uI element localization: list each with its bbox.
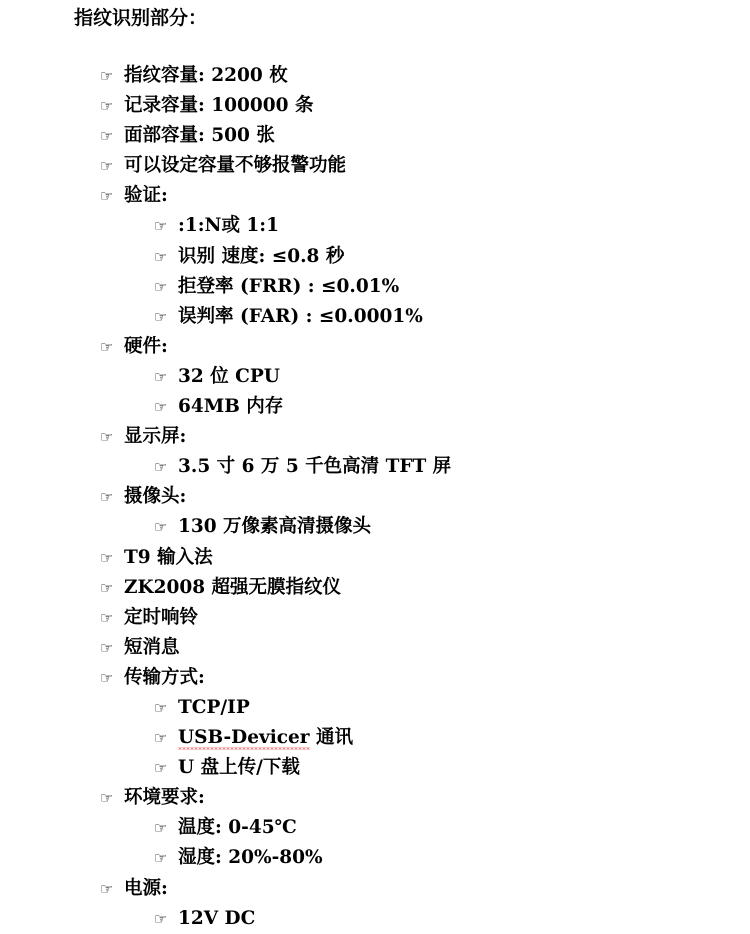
sub-list-item (0, 843, 750, 873)
list-item-text: 12V DC (178, 907, 256, 929)
list-item (0, 151, 750, 181)
list-item-text-rest: 通讯 (309, 727, 353, 749)
sub-list-item (0, 452, 750, 482)
pointing-hand-icon: ☞ (154, 247, 168, 266)
sub-list-item (0, 211, 750, 241)
sub-list-item (0, 512, 750, 542)
pointing-hand-icon: ☞ (100, 879, 114, 898)
list-item-text: 3.5 寸 6 万 5 千色高清 TFT 屏 (178, 456, 452, 478)
list-item-text: T9 输入法 (124, 546, 213, 568)
list-item (0, 181, 750, 211)
pointing-hand-icon: ☞ (100, 668, 114, 687)
pointing-hand-icon: ☞ (100, 187, 114, 206)
pointing-hand-icon: ☞ (154, 759, 168, 778)
pointing-hand-icon: ☞ (154, 518, 168, 537)
sub-list-item (0, 693, 750, 723)
list-item (0, 482, 750, 512)
list-item-text (178, 723, 353, 753)
list-item-text: U 盘上传/下载 (178, 757, 300, 779)
pointing-hand-icon: ☞ (100, 67, 114, 85)
list-item-text: 识别 速度: ≤0.8 秒 (178, 245, 345, 267)
pointing-hand-icon: ☞ (154, 458, 168, 477)
list-item-text: 电源: (124, 877, 168, 899)
pointing-hand-icon: ☞ (154, 307, 168, 326)
pointing-hand-icon: ☞ (154, 217, 168, 236)
list-item-text: 面部容量: 500 张 (124, 125, 275, 147)
list-item-text: 拒登率 (FRR) : ≤0.01% (178, 275, 400, 297)
spec-list (0, 61, 750, 934)
list-item (0, 663, 750, 693)
sub-list-item (0, 362, 750, 392)
list-item (0, 422, 750, 452)
list-item-text: 130 万像素高清摄像头 (178, 516, 372, 538)
sub-list-item (0, 392, 750, 422)
pointing-hand-icon: ☞ (154, 819, 168, 838)
list-item (0, 573, 750, 603)
list-item (0, 121, 750, 151)
list-item-text: 32 位 CPU (178, 365, 280, 387)
section-heading: 指纹识别部分： (74, 7, 208, 29)
list-item (0, 603, 750, 633)
pointing-hand-icon: ☞ (100, 337, 114, 356)
list-item-text: 摄像头: (124, 486, 187, 508)
pointing-hand-icon: ☞ (100, 608, 114, 627)
list-item-text: 记录容量: 100000 条 (124, 95, 314, 117)
list-item (0, 783, 750, 813)
list-item-text: :1:N或 1:1 (178, 215, 279, 237)
pointing-hand-icon: ☞ (154, 698, 168, 717)
sub-list-item (0, 813, 750, 843)
pointing-hand-icon: ☞ (154, 277, 168, 296)
list-item-text: 指纹容量: 2200 枚 (124, 65, 288, 86)
list-item (0, 633, 750, 663)
spellcheck-flagged-text: USB-Devicer (178, 727, 310, 749)
sub-list-item (0, 272, 750, 302)
list-item-text: 硬件: (124, 335, 168, 357)
list-item (0, 874, 750, 904)
list-item-text: TCP/IP (178, 696, 250, 718)
list-item-text: 64MB 内存 (178, 396, 284, 418)
list-item-text: 传输方式: (124, 666, 205, 688)
pointing-hand-icon: ☞ (154, 729, 168, 748)
list-item (0, 91, 750, 121)
list-item (0, 332, 750, 362)
pointing-hand-icon: ☞ (154, 849, 168, 868)
list-item-text: 显示屏: (124, 426, 187, 448)
list-item-text: 短消息 (124, 636, 180, 658)
pointing-hand-icon: ☞ (154, 367, 168, 386)
pointing-hand-icon: ☞ (100, 428, 114, 447)
sub-list-item (0, 242, 750, 272)
list-item-text: 可以设定容量不够报警功能 (124, 155, 347, 177)
pointing-hand-icon: ☞ (100, 548, 114, 567)
pointing-hand-icon: ☞ (154, 398, 168, 417)
list-item (0, 543, 750, 573)
pointing-hand-icon: ☞ (100, 578, 114, 597)
pointing-hand-icon: ☞ (154, 909, 168, 928)
list-item-text: 湿度: 20%-80% (178, 847, 323, 869)
list-item-text: 定时响铃 (124, 606, 199, 628)
list-item-text: 温度: 0-45℃ (178, 817, 297, 839)
pointing-hand-icon: ☞ (100, 789, 114, 808)
sub-list-item (0, 302, 750, 332)
list-item-text: ZK2008 超强无膜指纹仪 (124, 576, 342, 598)
sub-list-item (0, 753, 750, 783)
sub-list-item (0, 904, 750, 934)
list-item-text: 验证: (124, 185, 168, 207)
pointing-hand-icon: ☞ (100, 97, 114, 116)
pointing-hand-icon: ☞ (100, 488, 114, 507)
list-item (0, 61, 750, 91)
pointing-hand-icon: ☞ (100, 638, 114, 657)
sub-list-item (0, 723, 750, 753)
pointing-hand-icon: ☞ (100, 157, 114, 176)
list-item-text: 环境要求: (124, 787, 205, 809)
list-item-text: 误判率 (FAR) : ≤0.0001% (178, 305, 423, 327)
pointing-hand-icon: ☞ (100, 127, 114, 146)
